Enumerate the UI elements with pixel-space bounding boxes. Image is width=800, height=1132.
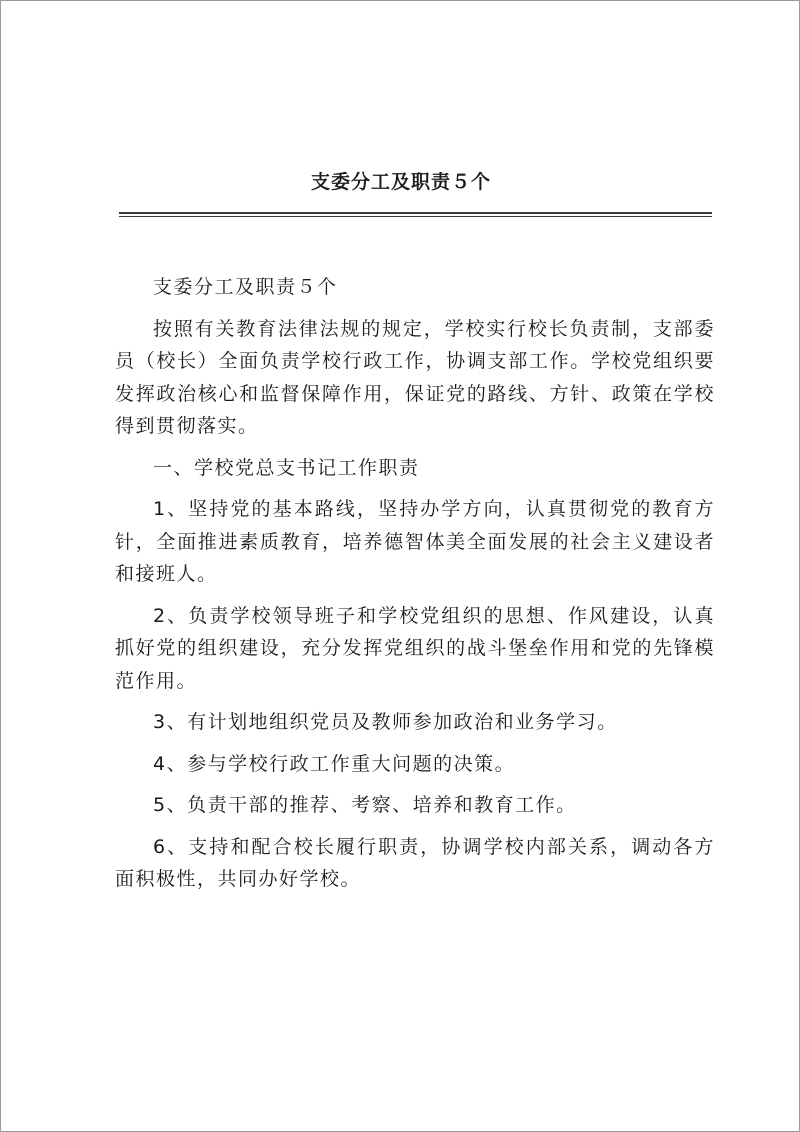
duty-item-5: 5、负责干部的推荐、考察、培养和教育工作。: [153, 794, 577, 816]
paragraph-intro: 按照有关教育法律法规的规定，学校实行校长负责制，支部委员（校长）全面负责学校行政工作，协调支部工作。学校党组织要发挥政治核心和监督保障作用，保证党的路线、方针、政策在学校得到贯彻落实。: [115, 317, 715, 437]
duty-item-6: 6、支持和配合校长履行职责，协调学校内部关系，调动各方面积极性，共同办好学校。: [115, 835, 715, 890]
document-body: [115, 271, 715, 905]
duty-item-4: 4、参与学校行政工作重大问题的决策。: [153, 752, 516, 775]
document-title: 支委分工及职责５个: [310, 171, 491, 193]
section-heading: 一、学校党总支书记工作职责: [153, 456, 420, 479]
title-rule-thin: [119, 216, 712, 217]
duty-item-3: 3、有计划地组织党员及教师参加政治和业务学习。: [153, 711, 618, 733]
duty-item-2: 2、负责学校领导班子和学校党组织的思想、作风建设，认真抓好党的组织建设，充分发挥党组织的战斗堡垒作用和党的先锋模范作用。: [115, 604, 715, 692]
title-rule-thick: [119, 212, 712, 214]
paragraph-subtitle: 支委分工及职责５个: [153, 276, 338, 298]
duty-item-1: 1、坚持党的基本路线，坚持办学方向，认真贯彻党的教育方针，全面推进素质教育，培养德智体美全面发展的社会主义建设者和接班人。: [115, 498, 715, 585]
